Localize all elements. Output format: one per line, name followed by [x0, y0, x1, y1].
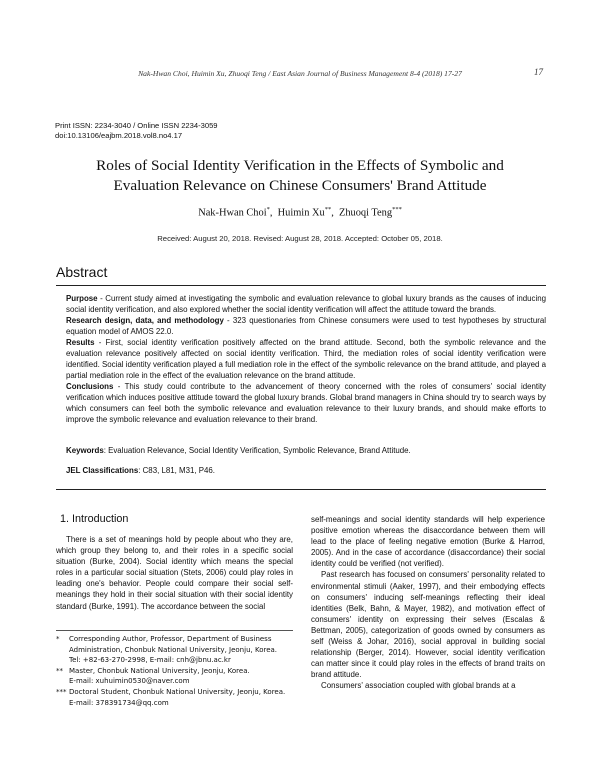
- abstract-purpose: [66, 293, 546, 315]
- conclusions-label: Conclusions: [66, 382, 114, 391]
- design-label: Research design, data, and methodology: [66, 316, 224, 325]
- author-name: Zhuoqi Teng: [339, 207, 393, 219]
- abstract-top-rule: [56, 285, 546, 286]
- purpose-text: - Current study aimed at investigating the symbolic and evaluation relevance to global luxury brands as the causes of inducing social identity verification, and also explored whether the social identity verification will affect the attitude toward the brands.: [66, 294, 546, 314]
- keywords-text: : Evaluation Relevance, Social Identity Verification, Symbolic Relevance, Brand Attitude.: [103, 446, 411, 455]
- jel-label: JEL Classifications: [66, 466, 139, 475]
- intro-paragraph: There is a set of meanings hold by people about who they are, which group they belong to, and their roles in a specific social situation (Burke, 2004). Social identity which means the special roles in a particular social situation (Stets, 2006) could play roles in leading one's behavior. People could compare their social self-meanings they hold in their social situation with their social identity standard (Burke, 1991). The accordance between the social: [56, 535, 293, 611]
- abstract-body: [66, 293, 546, 425]
- intro-left-column: [56, 534, 293, 612]
- author-mark: ***: [392, 206, 402, 213]
- conclusions-text: - This study could contribute to the advancement of theory concerned with the roles of consumers' social identity verification which induces positive attitude toward the global luxury brands. Global brand managers in China should try to search ways by which consumers can feel both the symbolic relevance and evaluation relevance to their luxury brands, and should make efforts to improve the symbolic relevance and evaluation relevance to their brand.: [66, 382, 546, 424]
- section-heading: 1. Introduction: [60, 513, 129, 525]
- results-label: Results: [66, 338, 95, 347]
- abstract-conclusions: [66, 381, 546, 425]
- received-dates: Received: August 20, 2018. Revised: August 28, 2018. Accepted: October 05, 2018.: [157, 234, 443, 243]
- intro-right-column: [311, 514, 545, 692]
- jel-text: : C83, L81, M31, P46.: [138, 466, 215, 475]
- intro-paragraph: Past research has focused on consumers' personality related to environmental stimuli (Aaker, 1997), and their embodying effects on consumers' inducing self-meanings reflecting their ideal identities (Belk, Bahn, & Mayer, 1982), and motivation effect of consumers' identity on expressing their selves (Escalas & Bettman, 2005), categorization of goods owned by consumers as self (Weiss & Johar, 2016), social approval in building social relationship (Berger, 2014). However, social identity verification can matter since it could play roles in the effects of brand traits on brand attitude.: [311, 570, 545, 680]
- author-name: Nak-Hwan Choi: [198, 207, 267, 219]
- results-text: - First, social identity verification positively affected on the brand attitude. Second, both the symbolic relevance and the evaluation relevance positively affected on social identity verification. Third, the mediation roles of social identity verification were identified. Social identity verification played a full mediation role in the effect of the symbolic relevance on the brand attitude, and played a partial mediation role in the effect of the evaluation relevance on the brand attitude.: [66, 338, 546, 380]
- footnotes: [56, 634, 296, 708]
- keywords-label: Keywords: [66, 446, 104, 455]
- footnote-line: Tel: +82-63-270-2998, E-mail: cnh@jbnu.ac.kr: [69, 656, 231, 665]
- footnote-1: [56, 634, 296, 666]
- running-header: Nak-Hwan Choi, Huimin Xu, Zhuoqi Teng / East Asian Journal of Business Management 8-4 (2018) 17-27: [138, 69, 462, 78]
- footnote-line: Administration, Chonbuk National University, Jeonju, Korea.: [69, 645, 278, 654]
- author-mark: **: [324, 206, 332, 213]
- footnote-rule: [56, 630, 293, 631]
- paper-title: [0, 156, 600, 196]
- author-mark: *: [266, 206, 270, 213]
- footnote-2: [56, 666, 296, 687]
- title-line-2: Evaluation Relevance on Chinese Consumers' Brand Attitude: [113, 177, 487, 194]
- issn-block: [55, 121, 218, 140]
- footnote-line: Corresponding Author, Professor, Department of Business: [69, 635, 272, 643]
- footnote-mark: ***: [56, 687, 67, 696]
- doi-line: doi:10.13106/eajbm.2018.vol8.no4.17: [55, 130, 183, 140]
- footnote-line: E-mail: xuhuimin0530@naver.com: [69, 677, 190, 686]
- abstract-bottom-rule: [56, 489, 546, 490]
- title-line-1: Roles of Social Identity Verification in the Effects of Symbolic and: [96, 157, 504, 174]
- author-name: Huimin Xu: [277, 207, 325, 219]
- footnote-line: E-mail: 378391734@qq.com: [69, 698, 169, 707]
- purpose-label: Purpose: [66, 294, 98, 303]
- footnote-3: [56, 687, 296, 708]
- page-number: 17: [534, 67, 543, 77]
- intro-paragraph: self-meanings and social identity standards will help experience positive emotion whereas the disaccordance between them will lead to the place of feeling negative emotion (Burke & Harrod, 2005). And in the case of accordance (disaccordance) their social identity could be verified (not verified).: [311, 515, 545, 569]
- abstract-heading: Abstract: [56, 264, 108, 280]
- footnote-line: Doctoral Student, Chonbuk National University, Jeonju, Korea.: [69, 687, 286, 696]
- abstract-design: [66, 315, 546, 337]
- keywords-line: [66, 446, 546, 455]
- abstract-results: [66, 337, 546, 381]
- issn-line: Print ISSN: 2234-3040 / Online ISSN 2234-3059: [55, 121, 218, 130]
- jel-line: [66, 466, 546, 475]
- footnote-line: Master, Chonbuk National University, Jeonju, Korea.: [69, 666, 250, 675]
- author-list: Nak-Hwan Choi*, Huimin Xu**, Zhuoqi Teng***: [198, 206, 402, 219]
- intro-paragraph: Consumers' association coupled with global brands at a: [321, 681, 516, 691]
- footnote-mark: **: [56, 666, 63, 675]
- design-text: - 323 questionaries from Chinese consumers were used to test hypotheses by structural equation model of AMOS 22.0.: [66, 316, 546, 336]
- footnote-mark: *: [56, 635, 60, 643]
